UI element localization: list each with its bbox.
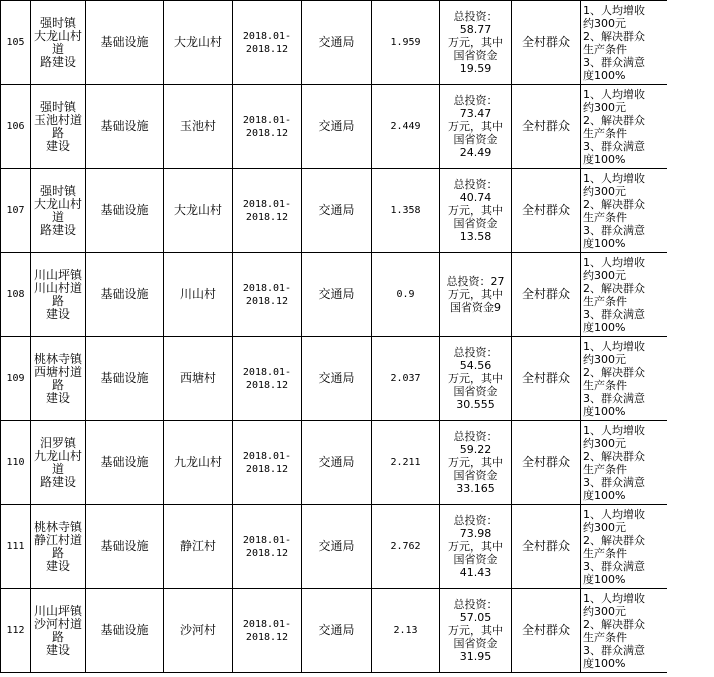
village-name-cell: [164, 421, 233, 505]
project-period: 2018.01- 2018.12: [242, 450, 292, 475]
project-period-cell: [233, 85, 302, 169]
table-row: [1, 253, 667, 337]
project-category: 基础设施: [100, 623, 149, 637]
project-period: 2018.01- 2018.12: [242, 198, 292, 223]
row-number-cell: [1, 1, 31, 85]
project-category: 基础设施: [100, 455, 149, 469]
fund-amount: 2.13: [393, 625, 418, 636]
project-name-cell: [31, 85, 86, 169]
fund-amount-cell: [372, 253, 440, 337]
expected-benefit: 1、人均增收 约300元 2、解决群众 生产条件 3、群众满意 度100%: [583, 255, 645, 334]
fund-amount: 2.037: [390, 373, 421, 384]
village-name: 九龙山村: [173, 455, 222, 469]
project-category: 基础设施: [100, 287, 149, 301]
project-name: 汨罗镇 九龙山村道 路建设: [33, 435, 82, 489]
beneficiary: 全村群众: [521, 287, 570, 301]
project-category-cell: [86, 1, 164, 85]
fund-amount: 0.9: [396, 289, 415, 300]
beneficiary: 全村群众: [521, 203, 570, 217]
investment-detail-cell: [440, 253, 512, 337]
investment-detail-cell: [440, 421, 512, 505]
project-name-cell: [31, 337, 86, 421]
investment-detail-cell: [440, 85, 512, 169]
beneficiary: 全村群众: [521, 119, 570, 133]
beneficiary: 全村群众: [521, 371, 570, 385]
project-name-cell: [31, 169, 86, 253]
project-period: 2018.01- 2018.12: [242, 30, 292, 55]
project-name-cell: [31, 589, 86, 673]
expected-benefit-cell: [581, 421, 667, 505]
project-name-cell: [31, 421, 86, 505]
expected-benefit-cell: [581, 169, 667, 253]
investment-detail-cell: [440, 1, 512, 85]
fund-amount-cell: [372, 589, 440, 673]
responsible-department: 交通局: [318, 371, 355, 385]
investment-detail-cell: [440, 337, 512, 421]
project-period-cell: [233, 1, 302, 85]
beneficiary: 全村群众: [521, 35, 570, 49]
table-body: [1, 1, 667, 673]
investment-detail: 总投资： 54.56 万元，其中 国省资金 30.555: [448, 346, 503, 411]
beneficiary-cell: [512, 589, 581, 673]
village-name: 川山村: [179, 287, 216, 301]
row-number-cell: [1, 169, 31, 253]
beneficiary: 全村群众: [521, 623, 570, 637]
expected-benefit-cell: [581, 505, 667, 589]
beneficiary-cell: [512, 169, 581, 253]
row-number: 112: [6, 625, 25, 636]
project-category: 基础设施: [100, 35, 149, 49]
fund-amount-cell: [372, 505, 440, 589]
responsible-department: 交通局: [318, 455, 355, 469]
expected-benefit: 1、人均增收 约300元 2、解决群众 生产条件 3、群众满意 度100%: [583, 3, 645, 82]
responsible-department-cell: [302, 421, 372, 505]
table-row: [1, 337, 667, 421]
table-row: [1, 85, 667, 169]
project-name: 强时镇 玉池村道路 建设: [33, 99, 82, 153]
project-period: 2018.01- 2018.12: [242, 618, 292, 643]
fund-amount: 2.762: [390, 541, 421, 552]
expected-benefit: 1、人均增收 约300元 2、解决群众 生产条件 3、群众满意 度100%: [583, 423, 645, 502]
investment-detail: 总投资： 73.98 万元，其中 国省资金 41.43: [448, 514, 503, 579]
expected-benefit-cell: [581, 253, 667, 337]
village-name-cell: [164, 85, 233, 169]
investment-detail: 总投资：27 万元，其中 国省资金9: [446, 275, 505, 314]
village-name-cell: [164, 505, 233, 589]
row-number-cell: [1, 589, 31, 673]
project-name-cell: [31, 505, 86, 589]
village-name: 静江村: [179, 539, 216, 553]
beneficiary: 全村群众: [521, 455, 570, 469]
investment-detail-cell: [440, 505, 512, 589]
project-period: 2018.01- 2018.12: [242, 534, 292, 559]
project-category: 基础设施: [100, 371, 149, 385]
fund-amount-cell: [372, 85, 440, 169]
fund-amount: 1.358: [390, 205, 421, 216]
village-name: 玉池村: [179, 119, 216, 133]
fund-amount-cell: [372, 421, 440, 505]
row-number-cell: [1, 85, 31, 169]
expected-benefit-cell: [581, 589, 667, 673]
investment-detail: 总投资： 73.47 万元，其中 国省资金 24.49: [448, 94, 503, 159]
fund-amount: 2.449: [390, 121, 421, 132]
village-name-cell: [164, 589, 233, 673]
project-category: 基础设施: [100, 203, 149, 217]
responsible-department-cell: [302, 337, 372, 421]
row-number: 107: [6, 205, 25, 216]
table-row: [1, 421, 667, 505]
project-category: 基础设施: [100, 539, 149, 553]
row-number-cell: [1, 421, 31, 505]
project-period-cell: [233, 169, 302, 253]
responsible-department: 交通局: [318, 35, 355, 49]
table-row: [1, 505, 667, 589]
responsible-department: 交通局: [318, 539, 355, 553]
project-category: 基础设施: [100, 119, 149, 133]
village-name-cell: [164, 169, 233, 253]
village-name: 大龙山村: [173, 35, 222, 49]
project-category-cell: [86, 169, 164, 253]
expected-benefit: 1、人均增收 约300元 2、解决群众 生产条件 3、群众满意 度100%: [583, 87, 645, 166]
village-name-cell: [164, 1, 233, 85]
village-name: 大龙山村: [173, 203, 222, 217]
investment-detail-cell: [440, 169, 512, 253]
project-category-cell: [86, 85, 164, 169]
project-period: 2018.01- 2018.12: [242, 114, 292, 139]
project-name: 桃林寺镇 静江村道路 建设: [33, 519, 82, 573]
responsible-department-cell: [302, 169, 372, 253]
beneficiary-cell: [512, 337, 581, 421]
project-name-cell: [31, 253, 86, 337]
beneficiary-cell: [512, 253, 581, 337]
project-period-cell: [233, 253, 302, 337]
row-number: 108: [6, 289, 25, 300]
responsible-department: 交通局: [318, 203, 355, 217]
project-period-cell: [233, 337, 302, 421]
row-number: 109: [6, 373, 25, 384]
investment-detail-cell: [440, 589, 512, 673]
project-category-cell: [86, 589, 164, 673]
village-name: 沙河村: [179, 623, 216, 637]
investment-detail: 总投资： 57.05 万元，其中 国省资金 31.95: [448, 598, 503, 663]
responsible-department: 交通局: [318, 287, 355, 301]
fund-amount-cell: [372, 169, 440, 253]
row-number-cell: [1, 505, 31, 589]
project-category-cell: [86, 337, 164, 421]
fund-amount: 1.959: [390, 37, 421, 48]
project-category-cell: [86, 505, 164, 589]
beneficiary-cell: [512, 421, 581, 505]
responsible-department-cell: [302, 85, 372, 169]
project-period-cell: [233, 505, 302, 589]
expected-benefit: 1、人均增收 约300元 2、解决群众 生产条件 3、群众满意 度100%: [583, 591, 645, 670]
beneficiary-cell: [512, 505, 581, 589]
project-period: 2018.01- 2018.12: [242, 282, 292, 307]
responsible-department-cell: [302, 253, 372, 337]
investment-detail: 总投资： 58.77 万元，其中 国省资金 19.59: [448, 10, 503, 75]
responsible-department: 交通局: [318, 623, 355, 637]
project-name-cell: [31, 1, 86, 85]
beneficiary: 全村群众: [521, 539, 570, 553]
village-name-cell: [164, 337, 233, 421]
project-category-cell: [86, 253, 164, 337]
fund-amount-cell: [372, 1, 440, 85]
project-name: 桃林寺镇 西塘村道路 建设: [33, 351, 82, 405]
project-category-cell: [86, 421, 164, 505]
row-number: 110: [6, 457, 25, 468]
project-name: 强时镇 大龙山村道 路建设: [33, 15, 82, 69]
table-row: [1, 589, 667, 673]
project-name: 川山坪镇 沙河村道路 建设: [33, 603, 82, 657]
row-number: 105: [6, 37, 25, 48]
expected-benefit-cell: [581, 1, 667, 85]
village-name-cell: [164, 253, 233, 337]
responsible-department: 交通局: [318, 119, 355, 133]
fund-amount: 2.211: [390, 457, 421, 468]
expected-benefit-cell: [581, 85, 667, 169]
beneficiary-cell: [512, 85, 581, 169]
expected-benefit: 1、人均增收 约300元 2、解决群众 生产条件 3、群众满意 度100%: [583, 339, 645, 418]
responsible-department-cell: [302, 589, 372, 673]
project-period: 2018.01- 2018.12: [242, 366, 292, 391]
investment-detail: 总投资： 40.74 万元，其中 国省资金 13.58: [448, 178, 503, 243]
investment-detail: 总投资： 59.22 万元，其中 国省资金 33.165: [448, 430, 503, 495]
project-period-cell: [233, 589, 302, 673]
responsible-department-cell: [302, 1, 372, 85]
project-name: 强时镇 大龙山村道 路建设: [33, 183, 82, 237]
row-number-cell: [1, 337, 31, 421]
table-row: [1, 1, 667, 85]
row-number-cell: [1, 253, 31, 337]
village-name: 西塘村: [179, 371, 216, 385]
table-row: [1, 169, 667, 253]
expected-benefit: 1、人均增收 约300元 2、解决群众 生产条件 3、群众满意 度100%: [583, 507, 645, 586]
project-period-cell: [233, 421, 302, 505]
responsible-department-cell: [302, 505, 372, 589]
expected-benefit: 1、人均增收 约300元 2、解决群众 生产条件 3、群众满意 度100%: [583, 171, 645, 250]
expected-benefit-cell: [581, 337, 667, 421]
beneficiary-cell: [512, 1, 581, 85]
row-number: 111: [6, 541, 25, 552]
fund-amount-cell: [372, 337, 440, 421]
row-number: 106: [6, 121, 25, 132]
project-name: 川山坪镇 川山村道路 建设: [33, 267, 82, 321]
